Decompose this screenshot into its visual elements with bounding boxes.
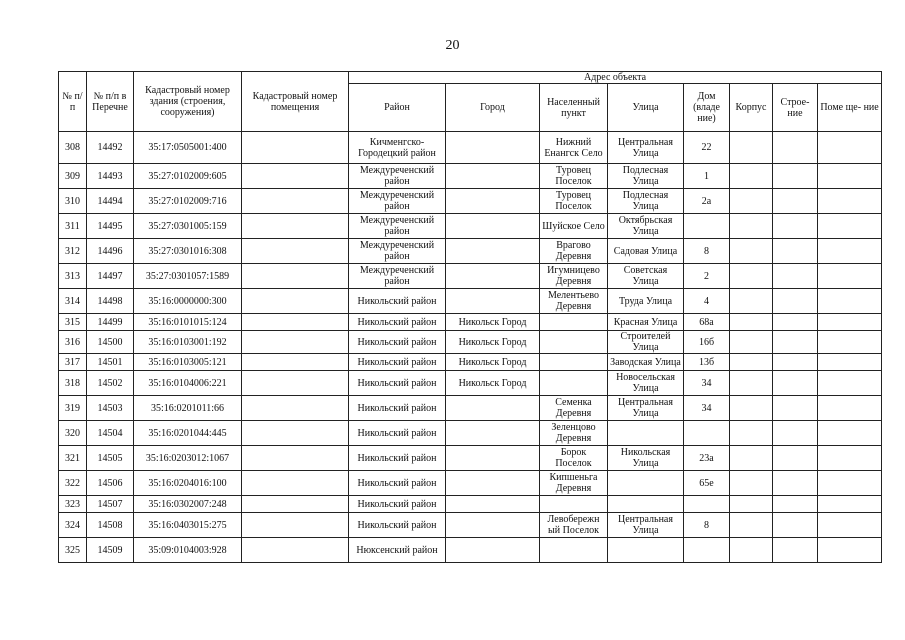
- header-list-num: № п/п в Перечне: [87, 72, 134, 132]
- table-row: [59, 331, 882, 354]
- house-cell: 23а: [684, 446, 730, 471]
- stroenie-cell: [773, 132, 818, 164]
- room-cadastral-cell: [242, 471, 349, 496]
- list-num-cell: 14507: [87, 496, 134, 513]
- settlement-cell: [540, 331, 608, 354]
- stroenie-cell: [773, 371, 818, 396]
- building-cadastral-cell: 35:27:0301057:1589: [134, 264, 242, 289]
- building-cadastral-cell: 35:09:0104003:928: [134, 538, 242, 563]
- stroenie-cell: [773, 396, 818, 421]
- stroenie-cell: [773, 189, 818, 214]
- building-cadastral-cell: 35:16:0204016:100: [134, 471, 242, 496]
- house-cell: 68а: [684, 314, 730, 331]
- street-cell: [608, 496, 684, 513]
- pomeshchenie-cell: [818, 289, 882, 314]
- building-cadastral-cell: 35:27:0301016:308: [134, 239, 242, 264]
- district-cell: Нюксенский район: [349, 538, 446, 563]
- house-cell: [684, 421, 730, 446]
- table-row: [59, 189, 882, 214]
- house-cell: 34: [684, 396, 730, 421]
- stroenie-cell: [773, 446, 818, 471]
- list-num-cell: 14500: [87, 331, 134, 354]
- pomeshchenie-cell: [818, 314, 882, 331]
- row-num-cell: 309: [59, 164, 87, 189]
- house-cell: 8: [684, 513, 730, 538]
- row-num-cell: 321: [59, 446, 87, 471]
- stroenie-cell: [773, 331, 818, 354]
- korpus-cell: [730, 471, 773, 496]
- house-cell: 22: [684, 132, 730, 164]
- street-cell: Подлесная Улица: [608, 189, 684, 214]
- district-cell: Кичменгско-Городецкий район: [349, 132, 446, 164]
- list-num-cell: 14492: [87, 132, 134, 164]
- korpus-cell: [730, 446, 773, 471]
- city-cell: [446, 538, 540, 563]
- stroenie-cell: [773, 314, 818, 331]
- street-cell: Строителей Улица: [608, 331, 684, 354]
- building-cadastral-cell: 35:16:0203012:1067: [134, 446, 242, 471]
- pomeshchenie-cell: [818, 354, 882, 371]
- city-cell: Никольск Город: [446, 314, 540, 331]
- house-cell: 65е: [684, 471, 730, 496]
- room-cadastral-cell: [242, 331, 349, 354]
- district-cell: Никольский район: [349, 314, 446, 331]
- korpus-cell: [730, 132, 773, 164]
- building-cadastral-cell: 35:27:0102009:605: [134, 164, 242, 189]
- street-cell: Никольская Улица: [608, 446, 684, 471]
- house-cell: 4: [684, 289, 730, 314]
- district-cell: Междуреченский район: [349, 264, 446, 289]
- room-cadastral-cell: [242, 538, 349, 563]
- city-cell: [446, 421, 540, 446]
- row-num-cell: 318: [59, 371, 87, 396]
- list-num-cell: 14505: [87, 446, 134, 471]
- row-num-cell: 314: [59, 289, 87, 314]
- district-cell: Никольский район: [349, 331, 446, 354]
- district-cell: Никольский район: [349, 421, 446, 446]
- settlement-cell: Врагово Деревня: [540, 239, 608, 264]
- table-row: [59, 471, 882, 496]
- street-cell: Заводская Улица: [608, 354, 684, 371]
- room-cadastral-cell: [242, 446, 349, 471]
- street-cell: Центральная Улица: [608, 396, 684, 421]
- row-num-cell: 316: [59, 331, 87, 354]
- pomeshchenie-cell: [818, 132, 882, 164]
- city-cell: [446, 513, 540, 538]
- korpus-cell: [730, 496, 773, 513]
- street-cell: Подлесная Улица: [608, 164, 684, 189]
- korpus-cell: [730, 354, 773, 371]
- table-row: [59, 354, 882, 371]
- city-cell: Никольск Город: [446, 354, 540, 371]
- settlement-cell: Левобережн ый Поселок: [540, 513, 608, 538]
- district-cell: Никольский район: [349, 354, 446, 371]
- pomeshchenie-cell: [818, 189, 882, 214]
- list-num-cell: 14497: [87, 264, 134, 289]
- district-cell: Никольский район: [349, 371, 446, 396]
- header-house: Дом (владе ние): [684, 84, 730, 132]
- building-cadastral-cell: 35:17:0505001:400: [134, 132, 242, 164]
- city-cell: [446, 164, 540, 189]
- list-num-cell: 14508: [87, 513, 134, 538]
- table-body: [59, 132, 882, 563]
- district-cell: Никольский район: [349, 446, 446, 471]
- header-stroenie: Строе- ние: [773, 84, 818, 132]
- header-pomeshchenie: Поме ще- ние: [818, 84, 882, 132]
- table-row: [59, 396, 882, 421]
- stroenie-cell: [773, 264, 818, 289]
- room-cadastral-cell: [242, 164, 349, 189]
- stroenie-cell: [773, 354, 818, 371]
- building-cadastral-cell: 35:27:0102009:716: [134, 189, 242, 214]
- row-num-cell: 313: [59, 264, 87, 289]
- street-cell: Центральная Улица: [608, 132, 684, 164]
- pomeshchenie-cell: [818, 538, 882, 563]
- city-cell: [446, 496, 540, 513]
- building-cadastral-cell: 35:27:0301005:159: [134, 214, 242, 239]
- table-row: [59, 538, 882, 563]
- korpus-cell: [730, 239, 773, 264]
- list-num-cell: 14493: [87, 164, 134, 189]
- city-cell: [446, 471, 540, 496]
- stroenie-cell: [773, 496, 818, 513]
- room-cadastral-cell: [242, 314, 349, 331]
- district-cell: Междуреченский район: [349, 189, 446, 214]
- pomeshchenie-cell: [818, 371, 882, 396]
- district-cell: Никольский район: [349, 496, 446, 513]
- building-cadastral-cell: 35:16:0103001:192: [134, 331, 242, 354]
- room-cadastral-cell: [242, 396, 349, 421]
- building-cadastral-cell: 35:16:0104006:221: [134, 371, 242, 396]
- header-street: Улица: [608, 84, 684, 132]
- pomeshchenie-cell: [818, 513, 882, 538]
- street-cell: [608, 471, 684, 496]
- korpus-cell: [730, 164, 773, 189]
- row-num-cell: 317: [59, 354, 87, 371]
- district-cell: Междуреченский район: [349, 214, 446, 239]
- district-cell: Междуреченский район: [349, 239, 446, 264]
- city-cell: [446, 446, 540, 471]
- house-cell: [684, 538, 730, 563]
- pomeshchenie-cell: [818, 421, 882, 446]
- list-num-cell: 14501: [87, 354, 134, 371]
- street-cell: Труда Улица: [608, 289, 684, 314]
- list-num-cell: 14498: [87, 289, 134, 314]
- korpus-cell: [730, 189, 773, 214]
- room-cadastral-cell: [242, 371, 349, 396]
- room-cadastral-cell: [242, 214, 349, 239]
- settlement-cell: Игумницево Деревня: [540, 264, 608, 289]
- house-cell: 34: [684, 371, 730, 396]
- korpus-cell: [730, 264, 773, 289]
- room-cadastral-cell: [242, 189, 349, 214]
- row-num-cell: 311: [59, 214, 87, 239]
- page-number: 20: [445, 38, 460, 53]
- list-num-cell: 14495: [87, 214, 134, 239]
- city-cell: Никольск Город: [446, 371, 540, 396]
- row-num-cell: 319: [59, 396, 87, 421]
- house-cell: 8: [684, 239, 730, 264]
- city-cell: [446, 289, 540, 314]
- settlement-cell: [540, 371, 608, 396]
- header-num: № п/п: [59, 72, 87, 132]
- house-cell: 1: [684, 164, 730, 189]
- settlement-cell: Туровец Поселок: [540, 189, 608, 214]
- city-cell: [446, 396, 540, 421]
- building-cadastral-cell: 35:16:0201044:445: [134, 421, 242, 446]
- stroenie-cell: [773, 289, 818, 314]
- pomeshchenie-cell: [818, 239, 882, 264]
- korpus-cell: [730, 421, 773, 446]
- list-num-cell: 14496: [87, 239, 134, 264]
- register-table: [58, 71, 882, 563]
- table-row: [59, 421, 882, 446]
- district-cell: Никольский район: [349, 513, 446, 538]
- table-row: [59, 513, 882, 538]
- city-cell: [446, 189, 540, 214]
- room-cadastral-cell: [242, 421, 349, 446]
- city-cell: [446, 132, 540, 164]
- building-cadastral-cell: 35:16:0101015:124: [134, 314, 242, 331]
- building-cadastral-cell: 35:16:0000000:300: [134, 289, 242, 314]
- table-row: [59, 264, 882, 289]
- street-cell: Советская Улица: [608, 264, 684, 289]
- pomeshchenie-cell: [818, 396, 882, 421]
- house-cell: 2: [684, 264, 730, 289]
- korpus-cell: [730, 331, 773, 354]
- building-cadastral-cell: 35:16:0302007:248: [134, 496, 242, 513]
- room-cadastral-cell: [242, 354, 349, 371]
- settlement-cell: [540, 538, 608, 563]
- stroenie-cell: [773, 239, 818, 264]
- korpus-cell: [730, 396, 773, 421]
- settlement-cell: Шуйское Село: [540, 214, 608, 239]
- row-num-cell: 323: [59, 496, 87, 513]
- street-cell: [608, 421, 684, 446]
- street-cell: Октябрьская Улица: [608, 214, 684, 239]
- table-row: [59, 239, 882, 264]
- stroenie-cell: [773, 421, 818, 446]
- header-district: Район: [349, 84, 446, 132]
- settlement-cell: [540, 496, 608, 513]
- house-cell: 2а: [684, 189, 730, 214]
- stroenie-cell: [773, 513, 818, 538]
- city-cell: [446, 239, 540, 264]
- stroenie-cell: [773, 164, 818, 189]
- header-settlement: Населенный пункт: [540, 84, 608, 132]
- table-row: [59, 164, 882, 189]
- building-cadastral-cell: 35:16:0103005:121: [134, 354, 242, 371]
- pomeshchenie-cell: [818, 331, 882, 354]
- street-cell: Центральная Улица: [608, 513, 684, 538]
- table-row: [59, 214, 882, 239]
- row-num-cell: 310: [59, 189, 87, 214]
- settlement-cell: Туровец Поселок: [540, 164, 608, 189]
- building-cadastral-cell: 35:16:0403015:275: [134, 513, 242, 538]
- house-cell: [684, 496, 730, 513]
- settlement-cell: Мелентьево Деревня: [540, 289, 608, 314]
- room-cadastral-cell: [242, 513, 349, 538]
- house-cell: 16б: [684, 331, 730, 354]
- table-row: [59, 314, 882, 331]
- table-row: [59, 132, 882, 164]
- room-cadastral-cell: [242, 289, 349, 314]
- korpus-cell: [730, 214, 773, 239]
- room-cadastral-cell: [242, 496, 349, 513]
- list-num-cell: 14509: [87, 538, 134, 563]
- table-header: [59, 72, 882, 132]
- settlement-cell: Семенка Деревня: [540, 396, 608, 421]
- table-row: [59, 496, 882, 513]
- row-num-cell: 312: [59, 239, 87, 264]
- building-cadastral-cell: 35:16:0201011:66: [134, 396, 242, 421]
- korpus-cell: [730, 513, 773, 538]
- header-city: Город: [446, 84, 540, 132]
- room-cadastral-cell: [242, 264, 349, 289]
- list-num-cell: 14494: [87, 189, 134, 214]
- house-cell: [684, 214, 730, 239]
- street-cell: Садовая Улица: [608, 239, 684, 264]
- room-cadastral-cell: [242, 132, 349, 164]
- stroenie-cell: [773, 471, 818, 496]
- list-num-cell: 14503: [87, 396, 134, 421]
- city-cell: [446, 264, 540, 289]
- korpus-cell: [730, 289, 773, 314]
- district-cell: Никольский район: [349, 289, 446, 314]
- settlement-cell: Борок Поселок: [540, 446, 608, 471]
- street-cell: Новосельская Улица: [608, 371, 684, 396]
- table-row: [59, 289, 882, 314]
- settlement-cell: Кипшеньга Деревня: [540, 471, 608, 496]
- city-cell: Никольск Город: [446, 331, 540, 354]
- house-cell: 13б: [684, 354, 730, 371]
- list-num-cell: 14504: [87, 421, 134, 446]
- pomeshchenie-cell: [818, 164, 882, 189]
- settlement-cell: Зеленцово Деревня: [540, 421, 608, 446]
- settlement-cell: [540, 354, 608, 371]
- korpus-cell: [730, 371, 773, 396]
- header-korpus: Корпус: [730, 84, 773, 132]
- pomeshchenie-cell: [818, 496, 882, 513]
- row-num-cell: 324: [59, 513, 87, 538]
- header-address-group: Адрес объекта: [349, 72, 882, 84]
- street-cell: Красная Улица: [608, 314, 684, 331]
- district-cell: Междуреченский район: [349, 164, 446, 189]
- header-room-cadastral: Кадастровый номер помещения: [242, 72, 349, 132]
- table-row: [59, 446, 882, 471]
- list-num-cell: 14502: [87, 371, 134, 396]
- list-num-cell: 14499: [87, 314, 134, 331]
- stroenie-cell: [773, 538, 818, 563]
- district-cell: Никольский район: [349, 471, 446, 496]
- row-num-cell: 322: [59, 471, 87, 496]
- row-num-cell: 320: [59, 421, 87, 446]
- pomeshchenie-cell: [818, 471, 882, 496]
- stroenie-cell: [773, 214, 818, 239]
- list-num-cell: 14506: [87, 471, 134, 496]
- korpus-cell: [730, 314, 773, 331]
- row-num-cell: 325: [59, 538, 87, 563]
- street-cell: [608, 538, 684, 563]
- row-num-cell: 308: [59, 132, 87, 164]
- settlement-cell: [540, 314, 608, 331]
- pomeshchenie-cell: [818, 214, 882, 239]
- city-cell: [446, 214, 540, 239]
- pomeshchenie-cell: [818, 446, 882, 471]
- settlement-cell: Нижний Енангск Село: [540, 132, 608, 164]
- korpus-cell: [730, 538, 773, 563]
- row-num-cell: 315: [59, 314, 87, 331]
- pomeshchenie-cell: [818, 264, 882, 289]
- table-row: [59, 371, 882, 396]
- room-cadastral-cell: [242, 239, 349, 264]
- district-cell: Никольский район: [349, 396, 446, 421]
- header-building-cadastral: Кадастровый номер здания (строения, сооружения): [134, 72, 242, 132]
